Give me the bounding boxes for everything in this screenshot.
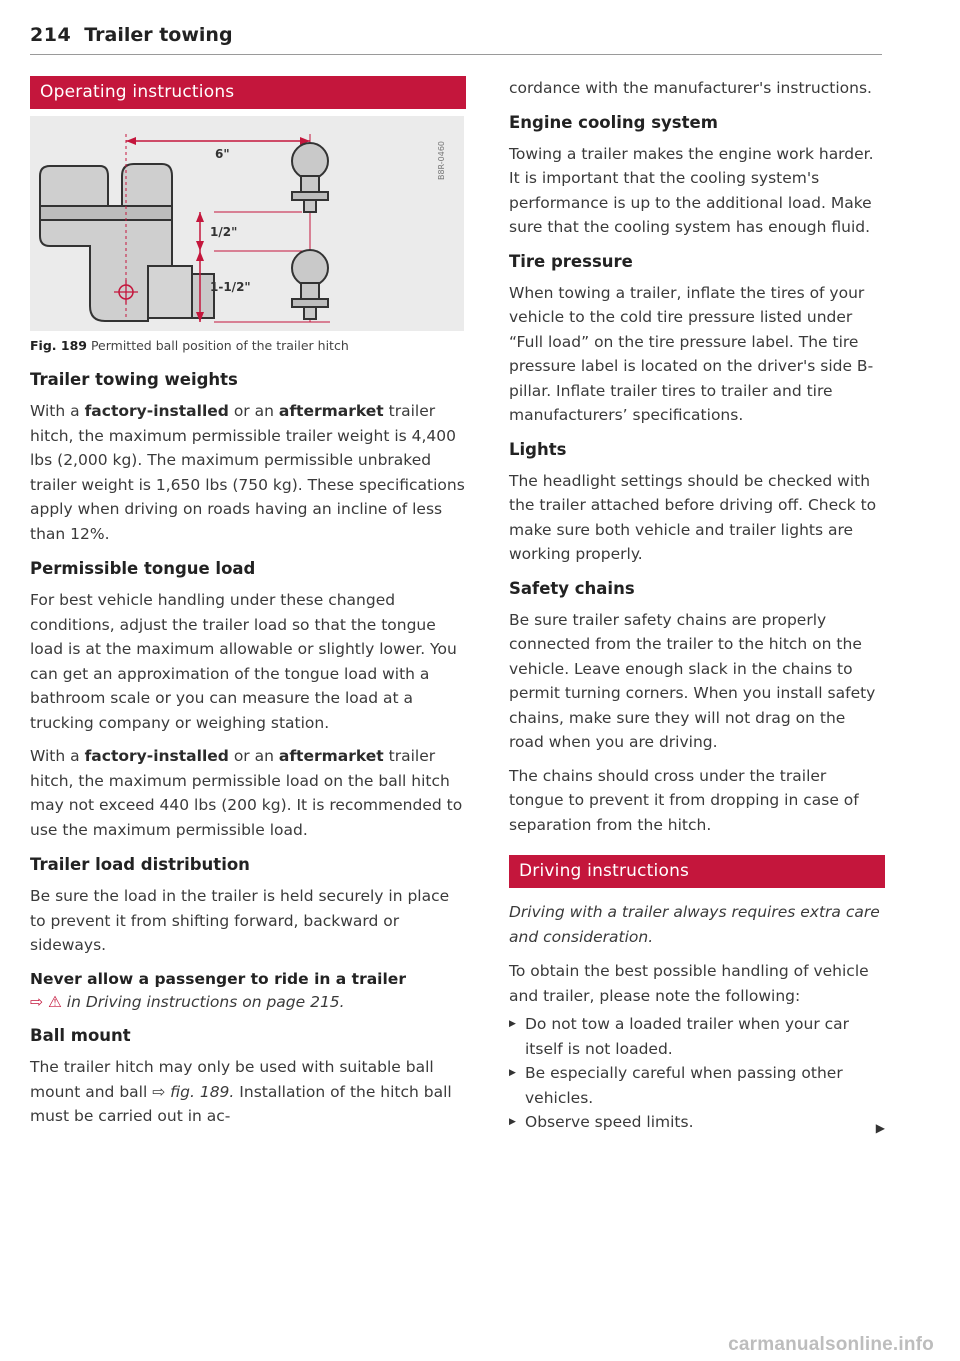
heading-ball-mount: Ball mount: [30, 1026, 131, 1045]
lower-hitch-ball: [292, 250, 328, 319]
heading-tire-pressure: Tire pressure: [509, 251, 633, 271]
paragraph-tire-pressure: When towing a trailer, inflate the tires of your vehicle to the cold tire pressure listed under “Full load” on the tire pressure label. The tire pressure label is located on the driver's side B-pillar. Inflate trailer tires to trailer and tire manufacturers’ specifications.: [509, 283, 874, 424]
dim-label-6: 6": [215, 147, 230, 161]
ref-arrow-icon: ⇨: [30, 992, 43, 1011]
paragraph-chains-1: Be sure trailer safety chains are properly connected from the trailer to the hitch on the vehicle. Leave enough slack in the chains to permit turning corners. When you install safety chains, make sure they will not drag on the road when you are driving.: [509, 610, 876, 751]
heading-safety-chains: Safety chains: [509, 578, 635, 598]
operating-instructions-banner: Operating instructions: [30, 76, 466, 109]
hitch-figure: [30, 116, 464, 331]
page-header: [30, 24, 882, 55]
hitch-diagram: [30, 116, 464, 331]
dim-label-half: 1/2": [210, 225, 238, 239]
paragraph-lights: The headlight settings should be checked with the trailer attached before driving off. Check to make sure both vehicle and trailer lights are working properly.: [509, 471, 877, 563]
paragraph-weights: With a factory-installed or an aftermarket trailer hitch, the maximum permissible trailer weight is 4,400 lbs (2,000 kg). The maximum permissible unbraked trailer weight is 1,650 lbs (750 kg). These specifications apply when driving on roads having an incline of less than 12%.: [30, 402, 465, 543]
figure-code: B8R-0460: [436, 140, 446, 181]
paragraph-cooling: Towing a trailer makes the engine work harder. It is important that the cooling system's performance is up to the additional load. Make sure that the cooling system has enough fluid.: [509, 144, 874, 236]
left-column: [30, 76, 466, 1129]
driving-bullets: [509, 1012, 885, 1135]
paragraph-tongue-2: With a factory-installed or an aftermarket trailer hitch, the maximum permissible load on the ball hitch may not exceed 440 lbs (200 kg). It is recommended to use the maximum permissible load.: [30, 747, 463, 839]
figure-reference-link[interactable]: ⇨ fig. 189.: [152, 1082, 235, 1101]
heading-tongue-load: Permissible tongue load: [30, 559, 256, 578]
heading-lights: Lights: [509, 439, 567, 459]
paragraph-driving: To obtain the best possible handling of vehicle and trailer, please note the following:: [509, 962, 869, 1005]
paragraph-ball-mount: The trailer hitch may only be used with suitable ball mount and ball ⇨ fig. 189. Installation of the hitch ball must be carried out in ac-: [30, 1058, 452, 1125]
upper-hitch-ball: [292, 143, 328, 212]
paragraph-chains-2: The chains should cross under the trailer tongue to prevent it from dropping in case of separation from the hitch.: [509, 766, 859, 834]
bullet-item: ▶ Observe speed limits.: [509, 1110, 885, 1135]
hitch-band: [40, 206, 172, 220]
paragraph-distribution: Be sure the load in the trailer is held securely in place to prevent it from shifting forward, backward or sideways.: [30, 887, 450, 954]
dim-label-one-half: 1-1/2": [210, 280, 251, 294]
driving-instructions-banner: Driving instructions: [509, 855, 885, 888]
bullet-item: ▶ Be especially careful when passing other vehicles.: [509, 1061, 885, 1110]
passenger-reference[interactable]: [30, 990, 466, 1015]
paragraph-tongue-1: For best vehicle handling under these changed conditions, adjust the trailer load so that the tongue load is at the maximum allowable or slightly lower. You can get an approximation of the tongue load with a bathroom scale or you can measure the load at a trucking company or weighing station.: [30, 591, 457, 732]
heading-engine-cooling: Engine cooling system: [509, 112, 718, 132]
paragraph-continuation: cordance with the manufacturer's instructions.: [509, 79, 872, 97]
page-number: 214: [30, 24, 72, 46]
passenger-reference-text: in Driving instructions on page 215.: [66, 992, 345, 1011]
bullet-item: ▶ Do not tow a loaded trailer when your car itself is not loaded.: [509, 1012, 885, 1061]
heading-no-passenger: Never allow a passenger to ride in a trailer: [30, 969, 406, 988]
heading-trailer-weights: Trailer towing weights: [30, 370, 238, 389]
right-column: [509, 76, 885, 1135]
heading-load-distribution: Trailer load distribution: [30, 855, 250, 874]
driving-intro: Driving with a trailer always requires extra care and consideration.: [509, 903, 880, 946]
warning-icon: ⚠: [47, 992, 62, 1011]
watermark: carmanualsonline.info: [728, 1334, 934, 1355]
section-title: Trailer towing: [84, 24, 233, 46]
figure-caption: [30, 338, 466, 353]
figure-caption-label: Fig. 189: [30, 338, 87, 353]
receiver-tube: [148, 266, 192, 318]
continue-arrow-icon: ▶: [875, 1120, 885, 1135]
figure-caption-text: Permitted ball position of the trailer hitch: [90, 338, 349, 353]
